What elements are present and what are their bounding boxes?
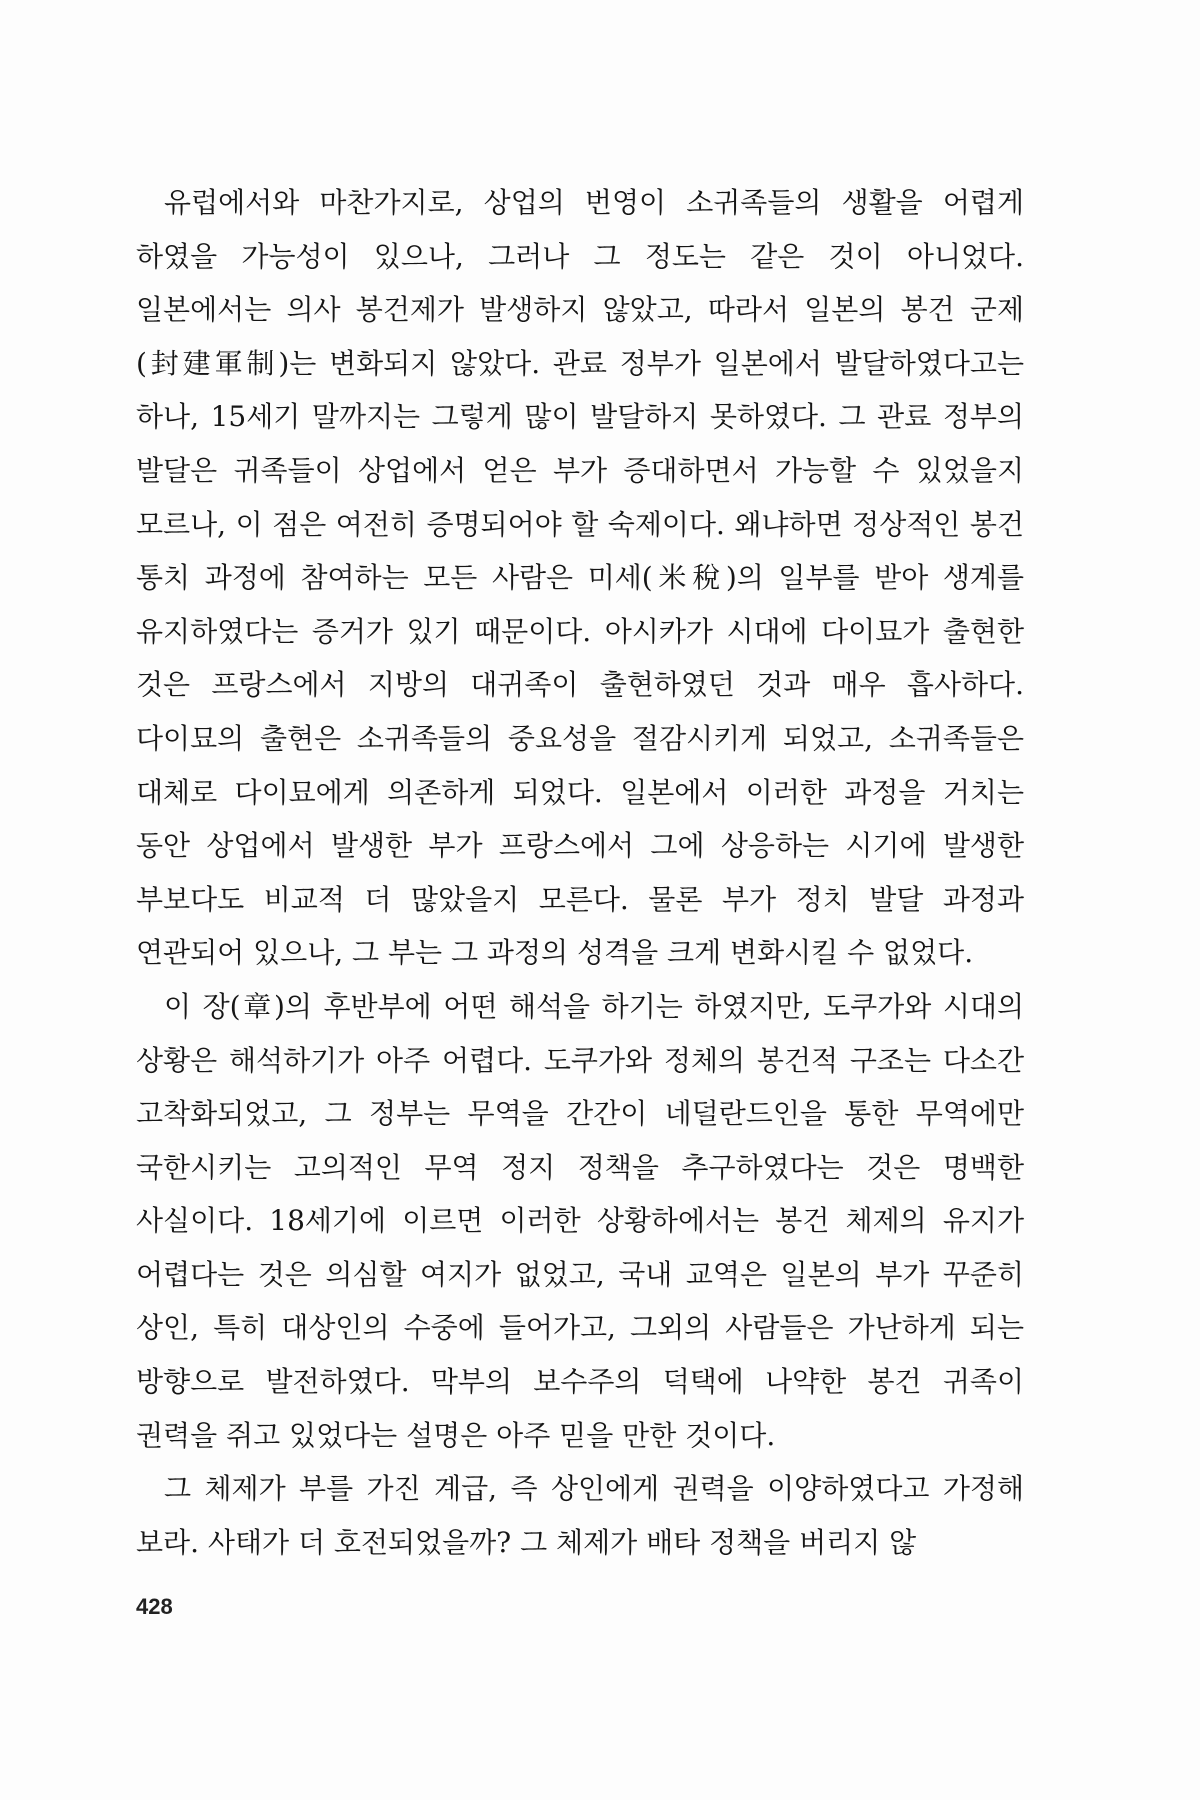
page-number: 428 xyxy=(136,1594,173,1619)
paragraph-1: 유럽에서와 마찬가지로, 상업의 번영이 소귀족들의 생활을 어렵게 하였을 가능성이 있으나, 그러나 그 정도는 같은 것이 아니었다. 일본에서는 의사 봉건제가 발생하지 않았고, 따라서 일본의 봉건 군제(封建軍制)는 변화되지 않았다. 관료 정부가 일본에서 발달하였다고는 하나, 15세기 말까지는 그렇게 많이 발달하지 못하였다. 그 관료 정부의 발달은 귀족들이 상업에서 얻은 부가 증대하면서 가능할 수 있었을지 모르나, 이 점은 여전히 증명되어야 할 숙제이다. 왜냐하면 정상적인 봉건 통치 과정에 참여하는 모든 사람은 미세(米稅)의 일부를 받아 생계를 유지하였다는 증거가 있기 때문이다. 아시카가 시대에 다이묘가 출현한 것은 프랑스에서 지방의 대귀족이 출현하였던 것과 매우 흡사하다. 다이묘의 출현은 소귀족들의 중요성을 절감시키게 되었고, 소귀족들은 대체로 다이묘에게 의존하게 되었다. 일본에서 이러한 과정을 거치는 동안 상업에서 발생한 부가 프랑스에서 그에 상응하는 시기에 발생한 부보다도 비교적 더 많았을지 모른다. 물론 부가 정치 발달 과정과 연관되어 있으나, 그 부는 그 과정의 성격을 크게 변화시킬 수 없었다. xyxy=(136,186,1024,970)
body-text xyxy=(136,176,1024,1569)
paragraph-2: 이 장(章)의 후반부에 어떤 해석을 하기는 하였지만, 도쿠가와 시대의 상황은 해석하기가 아주 어렵다. 도쿠가와 정체의 봉건적 구조는 다소간 고착화되었고, 그 정부는 무역을 간간이 네덜란드인을 통한 무역에만 국한시키는 고의적인 무역 정지 정책을 추구하였다는 것은 명백한 사실이다. 18세기에 이르면 이러한 상황하에서는 봉건 체제의 유지가 어렵다는 것은 의심할 여지가 없었고, 국내 교역은 일본의 부가 꾸준히 상인, 특히 대상인의 수중에 들어가고, 그외의 사람들은 가난하게 되는 방향으로 발전하였다. 막부의 보수주의 덕택에 나약한 봉건 귀족이 권력을 쥐고 있었다는 설명은 아주 믿을 만한 것이다. xyxy=(136,989,1024,1452)
paragraph-3: 그 체제가 부를 가진 계급, 즉 상인에게 권력을 이양하였다고 가정해 보라. 사태가 더 호전되었을까? 그 체제가 배타 정책을 버리지 않 xyxy=(136,1472,1024,1559)
